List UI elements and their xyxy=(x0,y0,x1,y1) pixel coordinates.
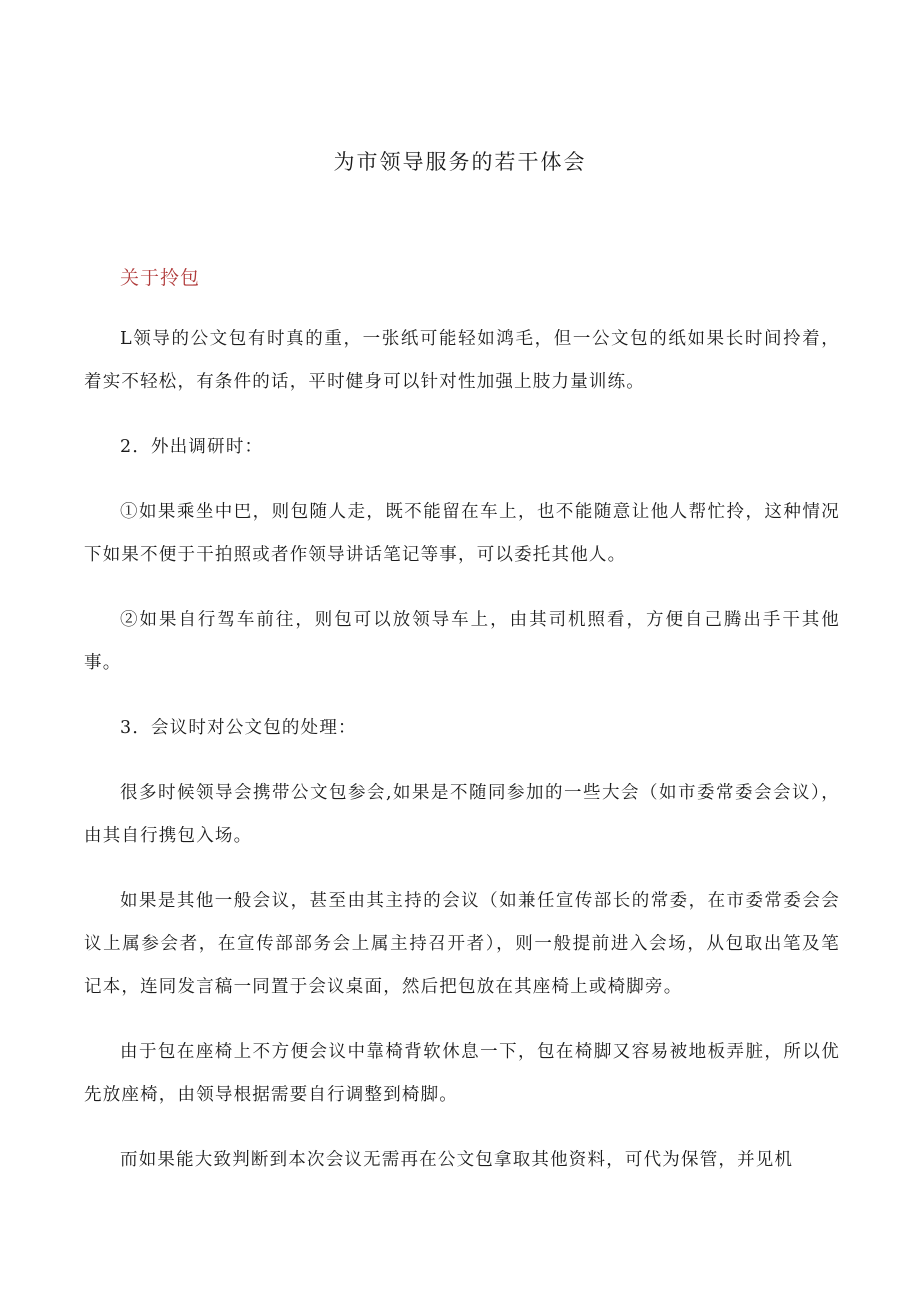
paragraph-7: 如果是其他一般会议，甚至由其主持的会议（如兼任宣传部长的常委，在市委常委会会议上属参会者，在宣传部部务会上属主持召开者），则一般提前进入会场，从包取出笔及笔记本，连同发言稿一同置于会议桌面，然后把包放在其座椅上或椅脚旁。 xyxy=(84,891,840,997)
paragraph-5: 3．会议时对公文包的处理： xyxy=(120,718,357,738)
paragraph-6: 很多时候领导会携带公文包参会,如果是不随同参加的一些大会（如市委常委会会议），由其自行携包入场。 xyxy=(84,783,840,846)
section-heading: 关于拎包 xyxy=(120,267,201,289)
document-body xyxy=(84,318,840,1204)
paragraph-3: ①如果乘坐中巴，则包随人走，既不能留在车上，也不能随意让他人帮忙拎，这种情况下如果不便于干拍照或者作领导讲话笔记等事，可以委托其他人。 xyxy=(84,502,840,565)
paragraph-2: 2．外出调研时： xyxy=(120,437,264,457)
paragraph-8: 由于包在座椅上不方便会议中靠椅背软休息一下，包在椅脚又容易被地板弄脏，所以优先放座椅，由领导根据需要自行调整到椅脚。 xyxy=(84,1042,840,1105)
paragraph-9: 而如果能大致判断到本次会议无需再在公文包拿取其他资料，可代为保管，并见机 xyxy=(120,1150,794,1170)
document-title: 为市领导服务的若干体会 xyxy=(333,150,587,174)
paragraph-4: ②如果自行驾车前往，则包可以放领导车上，由其司机照看，方便自己腾出手干其他事。 xyxy=(84,610,840,673)
paragraph-1: L领导的公文包有时真的重，一张纸可能轻如鸿毛，但一公文包的纸如果长时间拎着，着实不轻松，有条件的话，平时健身可以针对性加强上肢力量训练。 xyxy=(84,329,840,392)
